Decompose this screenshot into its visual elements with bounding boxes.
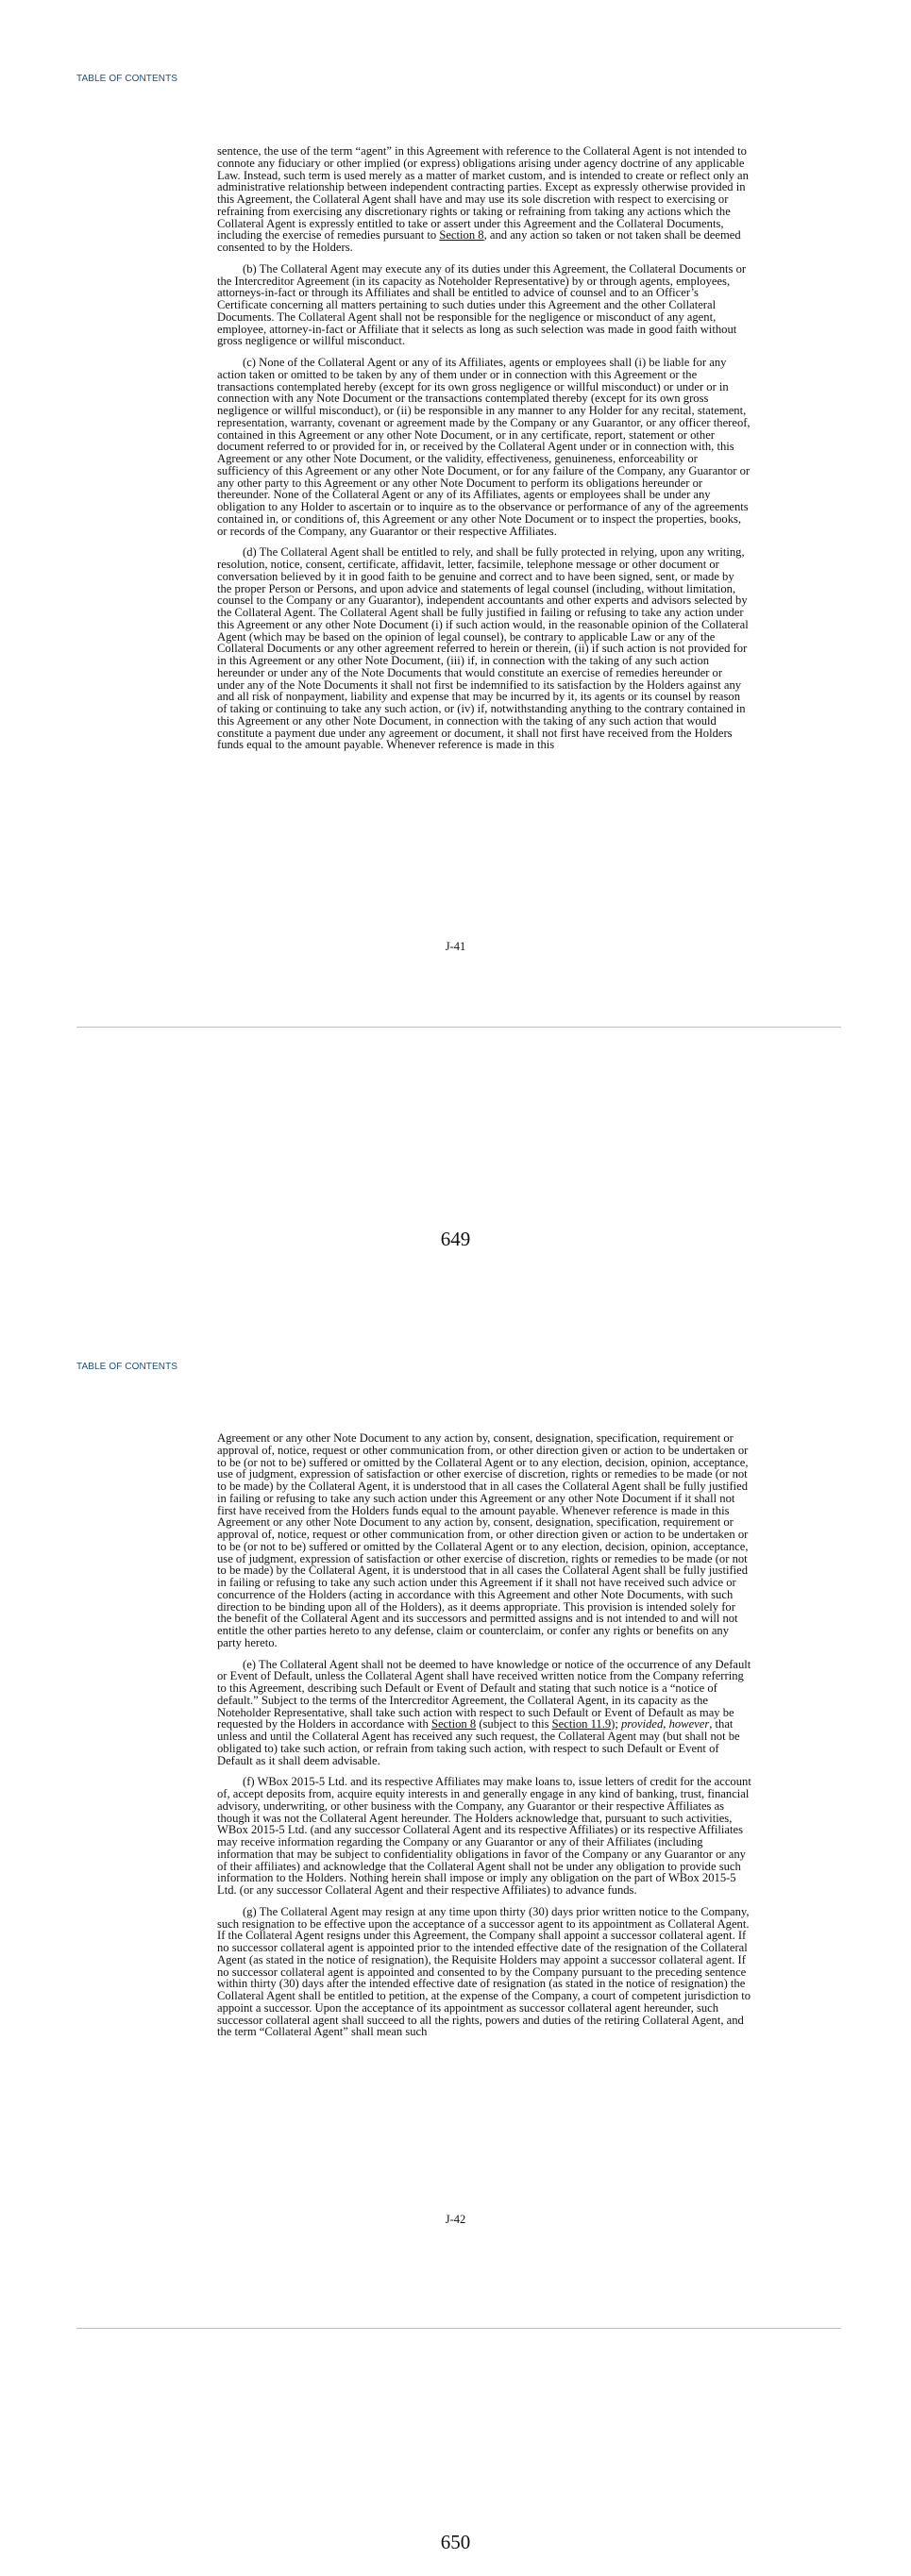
text-run: , and any action so taken or not taken shall be deemed consented to by the Holders. [217,228,741,254]
page-divider [76,1027,841,1028]
page-number: 649 [440,1228,471,1250]
paragraph-c: (c) None of the Collateral Agent or any of its Affiliates, agents or employees shall (i) be liable for any action taken or omitted to be taken by any of them under or in connection with this Agreement or the transactions contemplated hereby (except for its own gross negligence or willful misconduct) or under or in connection with any Note Document or the transactions contemplated thereby (except for its own gross negligence or willful misconduct), or (ii) be responsible in any manner to any Holder for any recital, statement, representation, warranty, covenant or agreement made by the Company or any Guarantor, or any officer thereof, contained in this Agreement or any other Note Document, or in any certificate, report, statement or other document referred to or provided for in, or received by the Collateral Agent under or in connection with, this Agreement or any other Note Document, or the validity, effectiveness, genuineness, enforceability or sufficiency of this Agreement or any other Note Document, or for any failure of the Company, any Guarantor or any other party to this Agreement or any other Note Document to perform its obligations hereunder or thereunder. None of the Collateral Agent or any of its Affiliates, agents or employees shall be under any obligation to any Holder to ascertain or to inquire as to the observance or performance of any of the agreements contained in, or conditions of, this Agreement or any other Note Document or to inspect the properties, books, or records of the Company, any Guarantor or their respective Affiliates. [217,356,751,538]
page-body [217,145,751,761]
paragraph-g: (g) The Collateral Agent may resign at any time upon thirty (30) days prior written notice to the Company, such resignation to be effective upon the acceptance of a successor agent to its appointment as Collateral Agent. If the Collateral Agent resigns under this Agreement, the Company shall appoint a successor collateral agent. If no successor collateral agent is appointed prior to the intended effective date of the resignation of the Collateral Agent (as stated in the notice of resignation), the Requisite Holders may appoint a successor collateral agent. If no successor collateral agent is appointed and consented to by the Company pursuant to the preceding sentence within thirty (30) days after the intended effective date of resignation (as stated in the notice of resignation) the Collateral Agent shall be entitled to petition, at the expense of the Company, a court of competent jurisdiction to appoint a successor. Upon the acceptance of its appointment as successor collateral agent hereunder, such successor collateral agent shall succeed to all the rights, powers and duties of the retiring Collateral Agent, and the term “Collateral Agent” shall mean such [217,1904,751,2039]
text-run: sentence, the use of the term “agent” in this Agreement with reference to the Collateral Agent is not intended to connote any fiduciary or other implied (or express) obligations arising under agency doctrine of any applicable Law. Instead, such term is used merely as a matter of market custom, and is intended to create or reflect only an administrative relationship between independent contracting parties. Except as expressly otherwise provided in this Agreement, the Collateral Agent shall have and may use its sole discretion with respect to exercising or refraining from exercising any discretionary rights or taking or refraining from taking any actions which the Collateral Agent is expressly entitled to take or assert under this Agreement and the Collateral Documents, including the exercise of remedies pursuant to [217,144,749,243]
text-run: ); [611,1717,621,1731]
text-run: (subject to this [476,1717,552,1731]
paragraph-d: (d) The Collateral Agent shall be entitled to rely, and shall be fully protected in relying, upon any writing, resolution, notice, consent, certificate, affidavit, letter, facsimile, telephone message or other document or conversation believed by it in good faith to be genuine and correct and to have been signed, sent, or made by the proper Person or Persons, and upon advice and statements of legal counsel (including, without limitation, counsel to the Company or any Guarantor), independent accountants and other experts and advisors selected by the Collateral Agent. The Collateral Agent shall be fully justified in failing or refusing to take any action under this Agreement or any other Note Document (i) if such action would, in the reasonable opinion of the Collateral Agent (which may be based on the opinion of legal counsel), be contrary to applicable Law or any of the Collateral Documents or any other agreement referred to herein or therein, (ii) if such action is not provided for in this Agreement or any other Note Document, (iii) if, in connection with the taking of any such action hereunder or under any of the Note Documents that would constitute an exercise of remedies hereunder or under any of the Note Documents it shall not first be indemnified to its satisfaction by the Holders against any and all risk of nonpayment, liability and expense that may be incurred by it, its agents or its counsel by reason of taking or continuing to take any such action, or (iv) if, notwithstanding anything to the contrary contained in this Agreement or any other Note Document, in connection with the taking of any such action that would constitute a payment due under any agreement or document, it shall not first have received from the Holders funds equal to the amount payable. Whenever reference is made in this [217,545,749,752]
paragraph-e [217,1659,751,1767]
page-folio: J-41 [445,940,466,953]
paragraph-f: (f) WBox 2015-5 Ltd. and its respective Affiliates may make loans to, issue letters of credit for the account of, accept deposits from, acquire equity interests in and generally engage in any kind of banking, trust, financial advisory, underwriting, or other business with the Company, any Guarantor or their respective Affiliates as though it was not the Collateral Agent hereunder. The Holders acknowledge that, pursuant to such activities, WBox 2015-5 Ltd. (and any successor Collateral Agent and its respective Affiliates) or its respective Affiliates may receive information regarding the Company or any Guarantor or any of their Affiliates (including information that may be subject to confidentiality obligations in favor of the Company or any Guarantor or any of their affiliates) and acknowledge that the Collateral Agent shall not be under any obligation to provide such information to the Holders. Nothing herein shall impose or imply any obligation on the part of WBox 2015-5 Ltd. (or any successor Collateral Agent and their respective Affiliates) to advance funds. [217,1775,751,1897]
table-of-contents-link[interactable]: TABLE OF CONTENTS [76,74,178,84]
table-of-contents-link[interactable]: TABLE OF CONTENTS [76,1362,178,1372]
page-divider [76,2328,841,2329]
italic-proviso: provided, however [620,1717,710,1731]
paragraph-b: (b) The Collateral Agent may execute any of its duties under this Agreement, the Collateral Documents or the Intercreditor Agreement (in its capacity as Noteholder Representative) by or through agents, employees, attorneys-in-fact or through its Affiliates and shall be entitled to advice of counsel and to an Officer’s Certificate concerning all matters pertaining to such duties under this Agreement and the other Collateral Documents. The Collateral Agent shall not be responsible for the negligence or misconduct of any agent, employee, attorney-in-fact or Affiliate that it selects as long as such selection was made in good faith without gross negligence or willful misconduct. [217,261,747,348]
text-run: , that unless and until the Collateral Agent has received any such request, the Collateral Agent may (but shall not be obligated to) take such action, or refrain from taking such action, with respect to such Default or Event of Default as it shall deem advisable. [217,1717,740,1767]
page-body [217,1432,751,2048]
page-number: 650 [440,2531,471,2553]
section-11-9-link[interactable]: Section 11.9 [551,1717,612,1731]
paragraph-continued [217,145,751,254]
document-page [0,1288,911,2576]
section-8-link[interactable]: Section 8 [439,228,484,243]
paragraph-continued: Agreement or any other Note Document to any action by, consent, designation, specification, requirement or approval of, notice, request or other communication from, or other direction given or action to be undertaken or to be (or not to be) suffered or omitted by the Collateral Agent or to any election, decision, opinion, acceptance, use of judgment, expression of satisfaction or other exercise of discretion, rights or remedies to be made (or not to be made) by the Collateral Agent, it is understood that in all cases the Collateral Agent shall be fully justified in failing or refusing to take any such action under this Agreement or any other Note Document if it shall not first have received from the Holders funds equal to the amount payable. Whenever reference is made in this Agreement or any other Note Document to any action by, consent, designation, specification, requirement or approval of, notice, request or other communication from, or other direction given or action to be undertaken or to be (or not to be) suffered or omitted by the Collateral Agent or to any election, decision, opinion, acceptance, use of judgment, expression of satisfaction or other exercise of discretion, rights or remedies to be made (or not to be made) by the Collateral Agent, it is understood that in all cases the Collateral Agent shall be fully justified in failing or refusing to take any such action under this Agreement if it shall not have received such advice or concurrence of the Holders (acting in accordance with this Agreement and other Note Documents, with such direction to be binding upon all of the Holders), as it deems appropriate. This provision is intended solely for the benefit of the Collateral Agent and its successors and permitted assigns and is not intended to and will not entitle the other parties hereto to any defense, claim or counterclaim, or confer any rights or benefits on any party hereto. [217,1431,749,1649]
page-folio: J-42 [445,2213,466,2226]
section-8-link[interactable]: Section 8 [430,1717,477,1731]
text-run: (e) The Collateral Agent shall not be deemed to have knowledge or notice of the occurrence of any Default or Event of Default, unless the Collateral Agent shall have received written notice from the Company referring to this Agreement, describing such Default or Event of Default and stating that such notice is a “notice of default.” Subject to the terms of the Intercreditor Agreement, the Collateral Agent, in its capacity as the Noteholder Representative, shall take such action with respect to such Default or Event of Default as may be requested by the Holders in accordance with [217,1657,751,1731]
